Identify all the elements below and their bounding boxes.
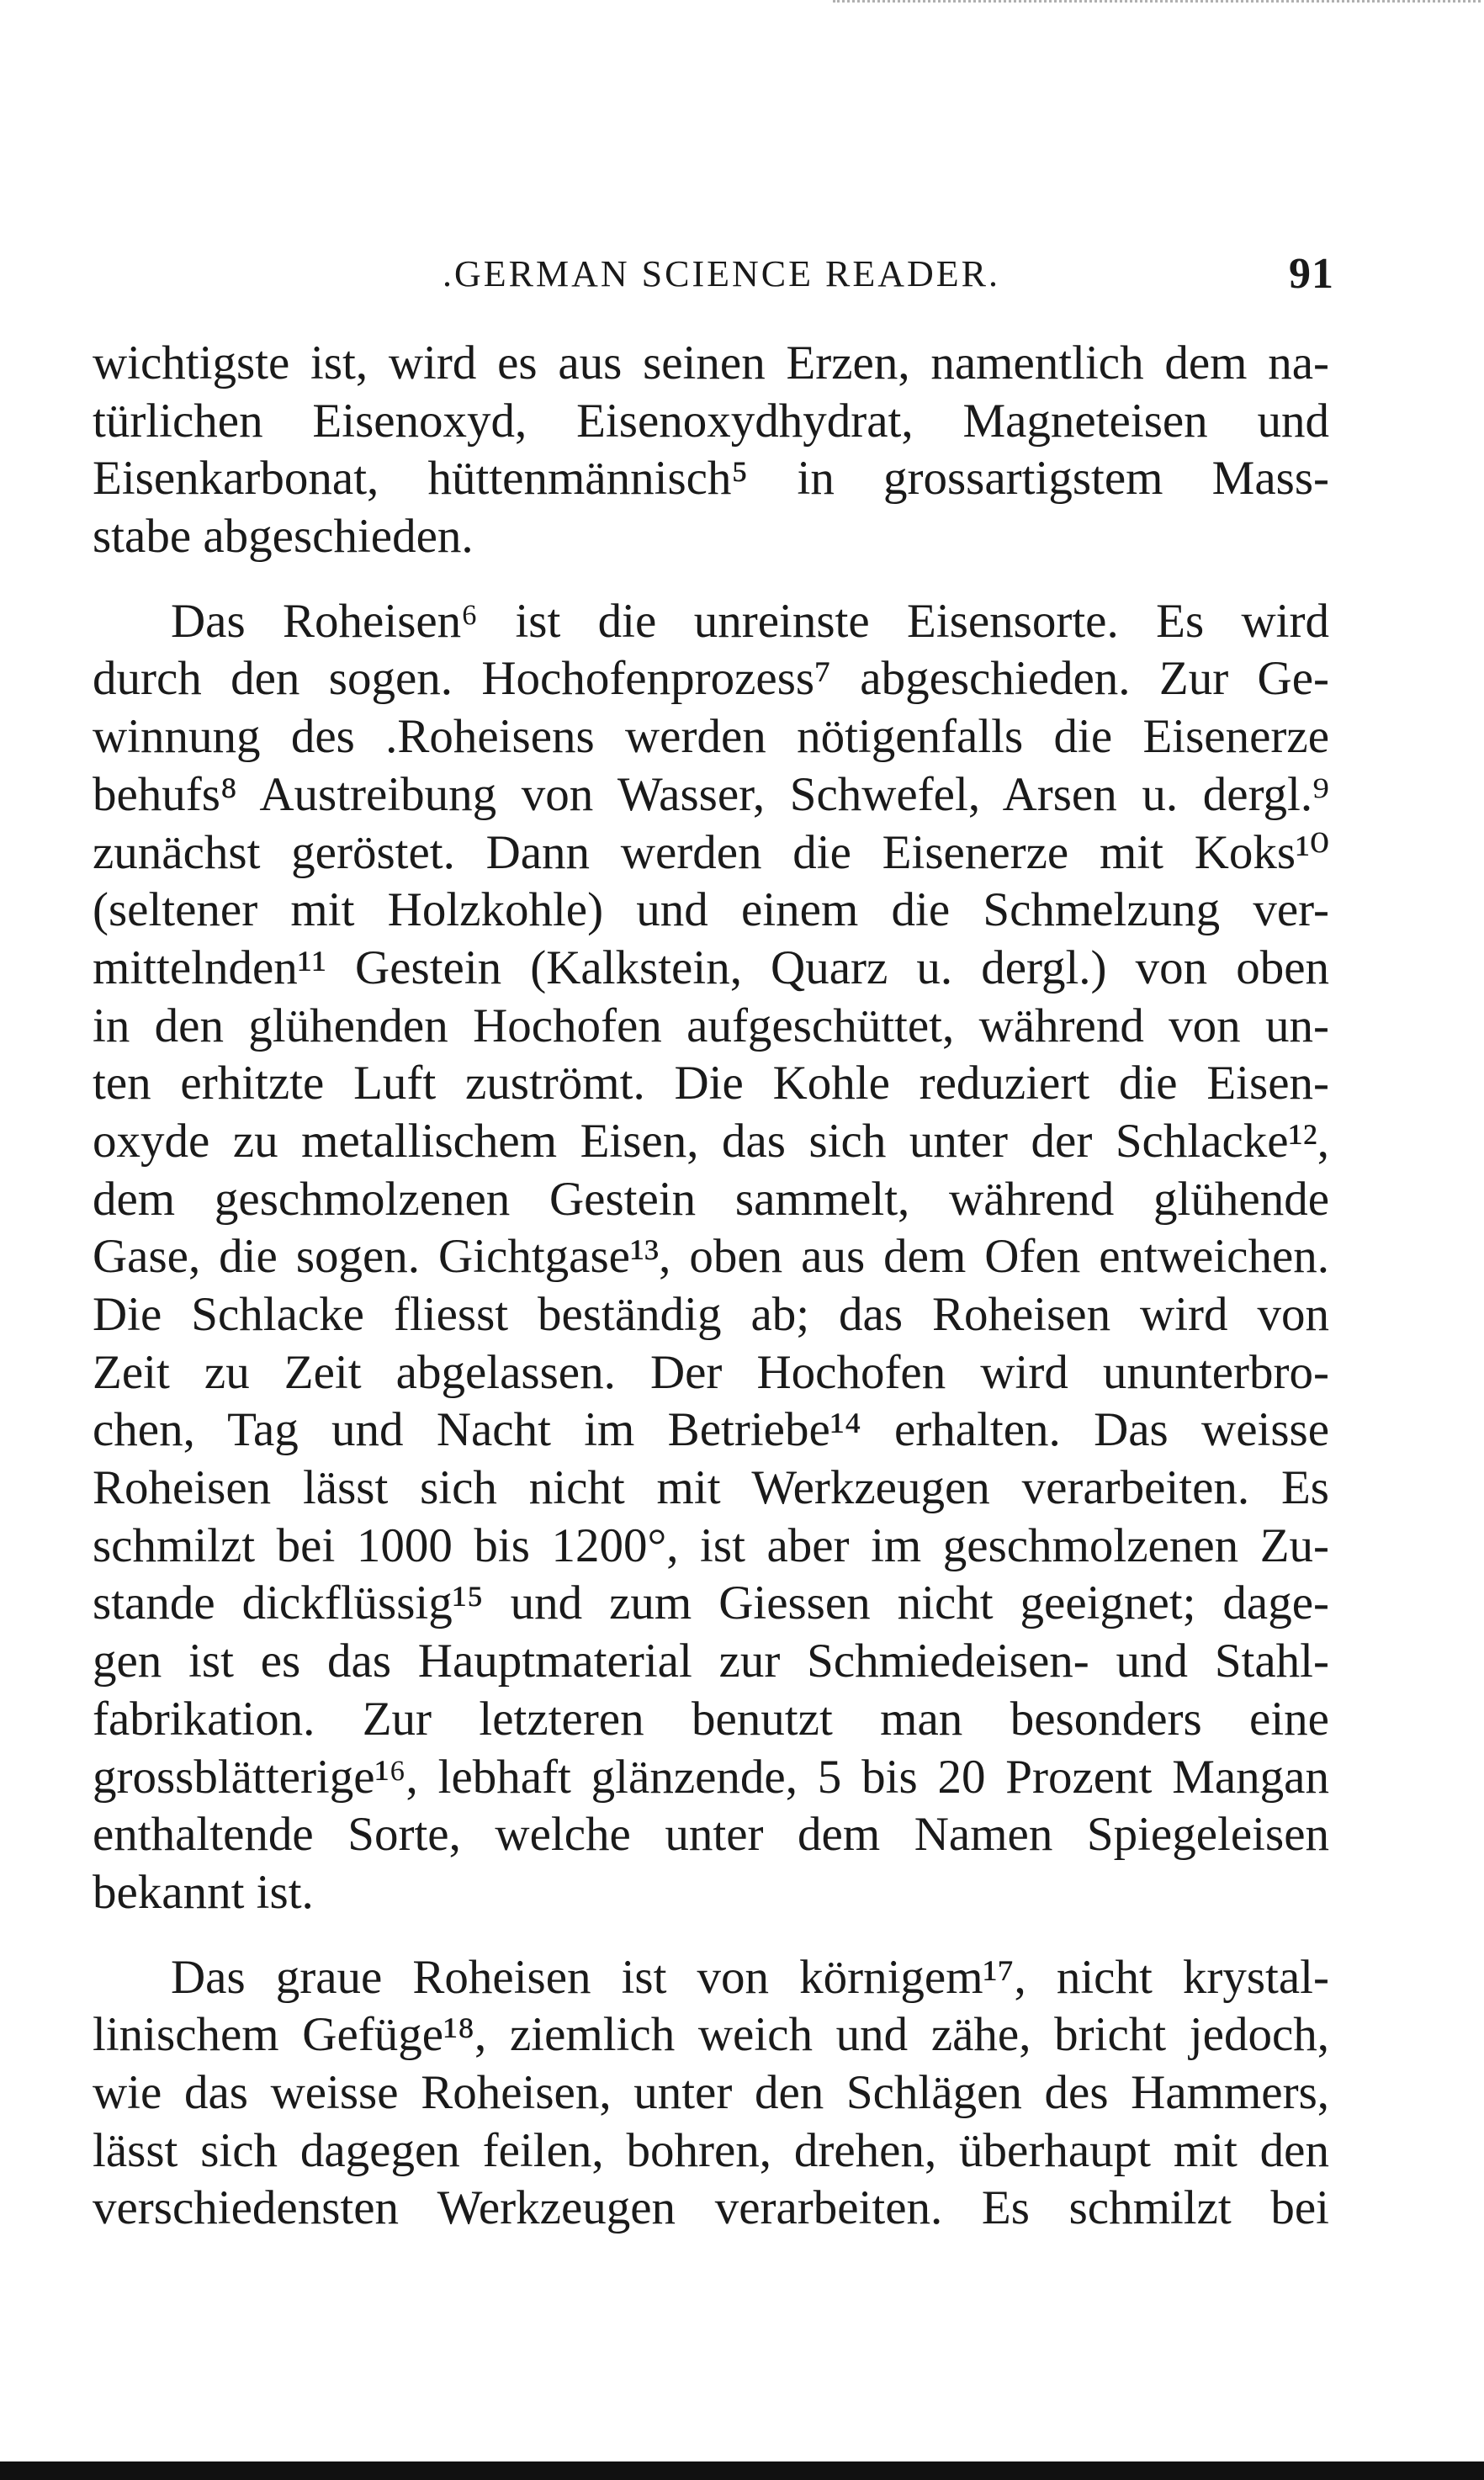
paragraph-gap: [93, 566, 1329, 593]
text-line: dem geschmolzenen Gestein sammelt, während glühende: [93, 1172, 1329, 1226]
text-line: Eisenkarbonat, hüttenmännisch⁵ in grossartigstem Mass-: [93, 452, 1329, 506]
text-line: verschiedensten Werkzeugen verarbeiten. Es schmilzt bei: [93, 2181, 1329, 2235]
scan-bottom-edge: [0, 2461, 1484, 2480]
paragraph: [93, 593, 1329, 1922]
text-line: Roheisen lässt sich nicht mit Werkzeugen verarbeiten. Es: [93, 1461, 1329, 1515]
text-line: fabrikation. Zur letzteren benutzt man besonders eine: [93, 1692, 1329, 1746]
text-line: behufs⁸ Austreibung von Wasser, Schwefel, Arsen u. dergl.⁹: [93, 767, 1329, 821]
text-line: (seltener mit Holzkohle) und einem die Schmelzung ver-: [93, 883, 1329, 937]
body-text: [93, 335, 1329, 2238]
text-line: grossblätterige¹⁶, lebhaft glänzende, 5 bis 20 Prozent Mangan: [93, 1750, 1329, 1804]
text-line: Die Schlacke fliesst beständig ab; das Roheisen wird von: [93, 1288, 1329, 1341]
text-line: Das graue Roheisen ist von körnigem¹⁷, nicht krystal-: [171, 1950, 1329, 2004]
text-line: durch den sogen. Hochofenprozess⁷ abgeschieden. Zur Ge-: [93, 652, 1329, 706]
text-line: Zeit zu Zeit abgelassen. Der Hochofen wird ununterbro-: [93, 1345, 1329, 1399]
text-line: lässt sich dagegen feilen, bohren, drehen, überhaupt mit den: [93, 2123, 1329, 2177]
text-line: chen, Tag und Nacht im Betriebe¹⁴ erhalten. Das weisse: [93, 1403, 1329, 1457]
text-line: wie das weisse Roheisen, unter den Schlägen des Hammers,: [93, 2065, 1329, 2119]
scan-edge-marks: [833, 0, 1481, 6]
text-line: Das Roheisen⁶ ist die unreinste Eisensorte. Es wird: [171, 594, 1329, 648]
page-number: 91: [1289, 250, 1334, 298]
running-title: .GERMAN SCIENCE READER.: [443, 253, 1001, 294]
text-line: enthaltende Sorte, welche unter dem Namen Spiegeleisen: [93, 1808, 1329, 1862]
text-line: bekannt ist.: [93, 1865, 314, 1919]
paragraph-gap: [93, 1922, 1329, 1949]
text-line: stande dickflüssig¹⁵ und zum Giessen nicht geeignet; dage-: [93, 1576, 1329, 1630]
running-head: [443, 252, 1334, 303]
text-line: winnung des .Roheisens werden nötigenfalls die Eisenerze: [93, 710, 1329, 764]
text-line: oxyde zu metallischem Eisen, das sich unter der Schlacke¹²,: [93, 1114, 1329, 1168]
text-line: Gase, die sogen. Gichtgase¹³, oben aus dem Ofen entweichen.: [93, 1230, 1329, 1284]
text-line: gen ist es das Hauptmaterial zur Schmiedeisen- und Stahl-: [93, 1635, 1329, 1688]
paragraph: [93, 1949, 1329, 2238]
text-line: türlichen Eisenoxyd, Eisenoxydhydrat, Magneteisen und: [93, 394, 1329, 448]
text-line: wichtigste ist, wird es aus seinen Erzen, namentlich dem na-: [93, 336, 1329, 389]
text-line: mittelnden¹¹ Gestein (Kalkstein, Quarz u. dergl.) von oben: [93, 941, 1329, 994]
text-line: linischem Gefüge¹⁸, ziemlich weich und zähe, bricht jedoch,: [93, 2008, 1329, 2062]
text-line: schmilzt bei 1000 bis 1200°, ist aber im geschmolzenen Zu-: [93, 1518, 1329, 1572]
text-line: in den glühenden Hochofen aufgeschüttet, während von un-: [93, 999, 1329, 1052]
paragraph: [93, 335, 1329, 566]
text-line: ten erhitzte Luft zuströmt. Die Kohle reduziert die Eisen-: [93, 1057, 1329, 1110]
text-line: zunächst geröstet. Dann werden die Eisenerze mit Koks¹⁰: [93, 825, 1329, 879]
text-line: stabe abgeschieden.: [93, 510, 474, 564]
